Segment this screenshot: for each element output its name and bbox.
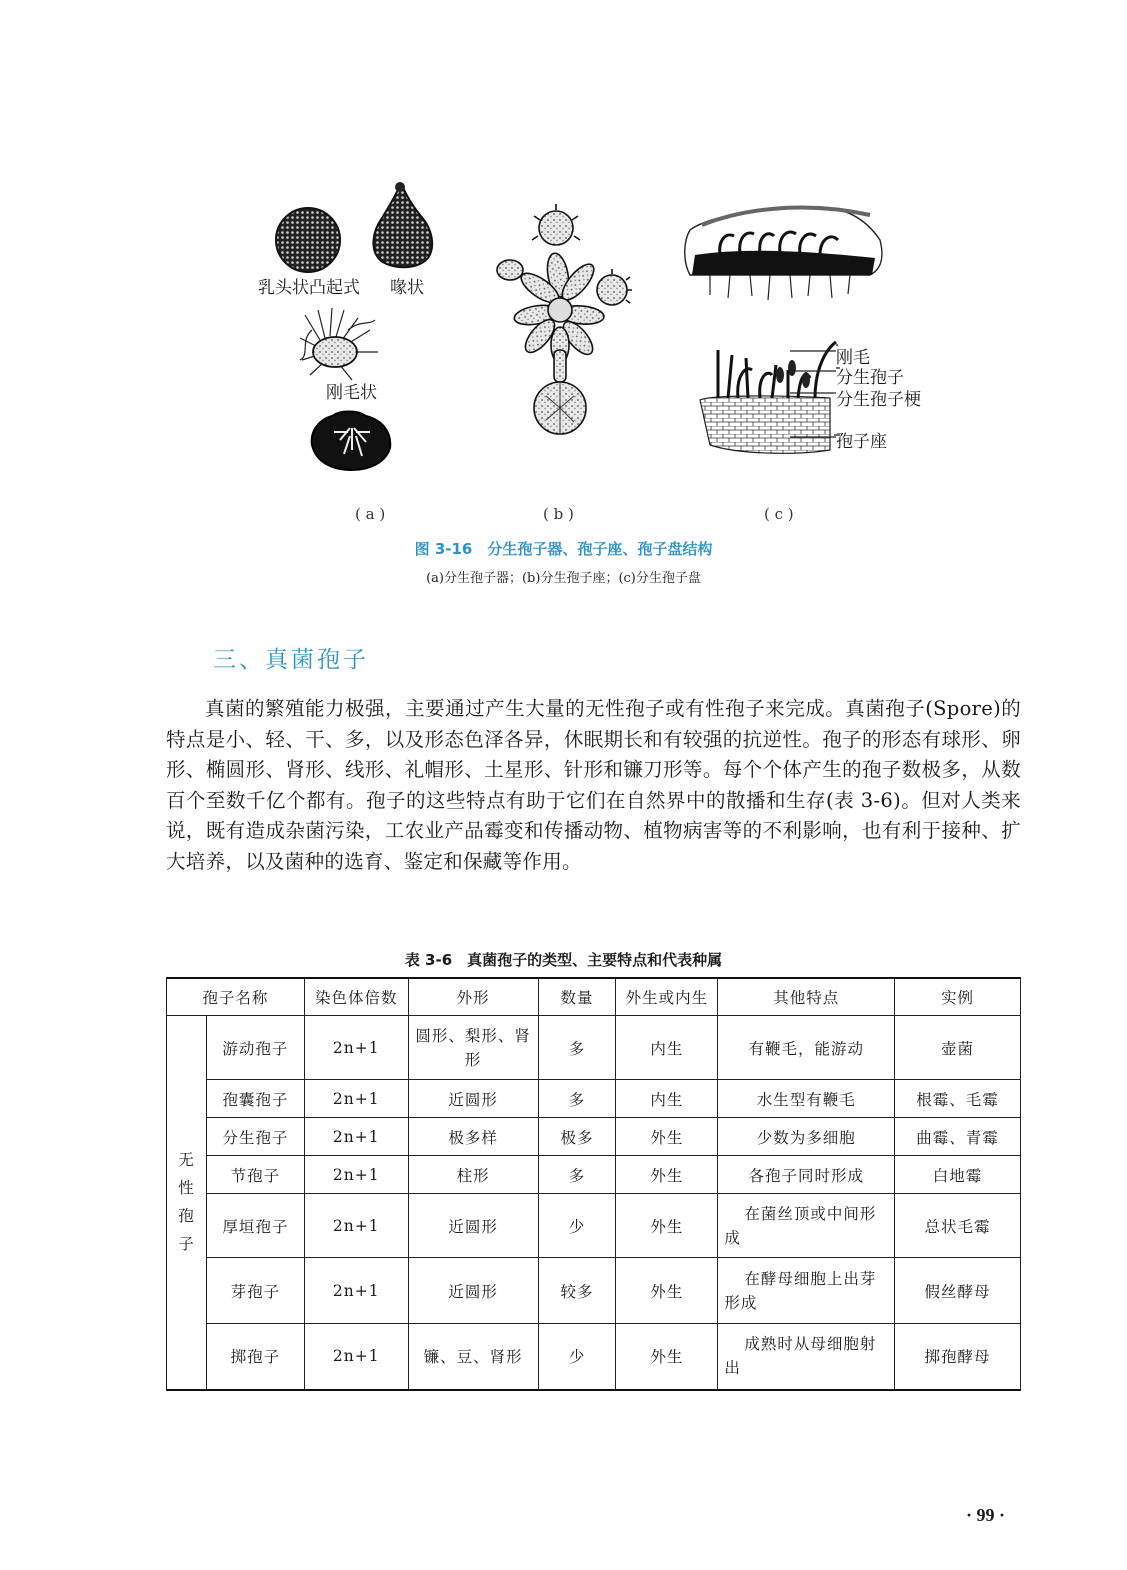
cell-ploidy: 2n+1 — [304, 1080, 408, 1118]
header-ploidy: 染色体倍数 — [304, 978, 408, 1016]
cell-shape: 近圆形 — [408, 1258, 538, 1324]
group-label-asexual — [167, 1016, 207, 1390]
papillate-pycnidium-drawing — [276, 208, 340, 272]
acervulus-drawing — [685, 207, 882, 300]
cell-example: 总状毛霉 — [895, 1194, 1021, 1258]
cell-feature: 在酵母细胞上出芽形成 — [718, 1258, 895, 1324]
table-row — [167, 1194, 1021, 1258]
body-paragraph: 真菌的繁殖能力极强，主要通过产生大量的无性孢子或有性孢子来完成。真菌孢子(Spore)的特点是小、轻、干、多，以及形态色泽各异，休眠期长和有较强的抗逆性。孢子的形态有球形、卵形、椭圆形、肾形、线形、礼帽形、土星形、针形和镰刀形等。每个个体产生的孢子数极多，从数百个至数千亿个都有。孢子的这些特点有助于它们在自然界中的散播和生存(表 3-6)。但对人类来说，既有造成杂菌污染，工农业产品霉变和传播动物、植物病害等的不利影响，也有利于接种、扩大培养，以及菌种的选育、鉴定和保藏等作用。 — [166, 697, 1021, 873]
table-header-row — [167, 978, 1021, 1016]
table-title: 表 3-6 真菌孢子的类型、主要特点和代表种属 — [404, 951, 723, 969]
cell-feature: 水生型有鞭毛 — [718, 1080, 895, 1118]
table-row — [167, 1156, 1021, 1194]
label-papillate: 乳头状凸起式 — [258, 278, 360, 298]
cell-name: 厚垣孢子 — [206, 1194, 304, 1258]
cell-count: 多 — [538, 1016, 616, 1080]
cell-name: 游动孢子 — [206, 1016, 304, 1080]
cell-ploidy: 2n+1 — [304, 1324, 408, 1390]
table-row — [167, 1080, 1021, 1118]
cell-ploidy: 2n+1 — [304, 1156, 408, 1194]
cell-feature: 少数为多细胞 — [718, 1118, 895, 1156]
cell-example: 根霉、毛霉 — [895, 1080, 1021, 1118]
cell-ploidy: 2n+1 — [304, 1194, 408, 1258]
header-feature: 其他特点 — [718, 978, 895, 1016]
cell-count: 少 — [538, 1324, 616, 1390]
label-conidiophore: 分生孢子梗 — [836, 390, 921, 410]
section-heading: 三、真菌孢子 — [213, 647, 369, 673]
panel-label-c: ( c ) — [764, 505, 794, 523]
cell-count: 较多 — [538, 1258, 616, 1324]
cell-ploidy: 2n+1 — [304, 1258, 408, 1324]
cell-origin: 内生 — [616, 1080, 718, 1118]
table-row — [167, 1118, 1021, 1156]
cell-example: 掷孢酵母 — [895, 1324, 1021, 1390]
page-number: · 99 · — [966, 1505, 1006, 1525]
label-stroma: 孢子座 — [836, 432, 887, 452]
group-label-char: 性 — [178, 1179, 195, 1198]
cell-feature: 有鞭毛，能游动 — [718, 1016, 895, 1080]
spore-table — [166, 977, 1021, 1391]
label-conidium: 分生孢子 — [836, 368, 904, 388]
beaked-pycnidium-drawing — [373, 182, 432, 267]
sporodochium-drawing — [497, 204, 632, 434]
cell-shape: 近圆形 — [408, 1080, 538, 1118]
group-label-char: 无 — [178, 1151, 195, 1170]
figure-3-16 — [240, 170, 920, 510]
cell-name: 芽孢子 — [206, 1258, 304, 1324]
cell-shape: 柱形 — [408, 1156, 538, 1194]
cell-origin: 外生 — [616, 1258, 718, 1324]
cell-count: 极多 — [538, 1118, 616, 1156]
setose-pycnidium-drawing — [300, 308, 378, 380]
panel-label-a: ( a ) — [355, 505, 386, 523]
cell-count: 少 — [538, 1194, 616, 1258]
table-row — [167, 1258, 1021, 1324]
cell-shape: 近圆形 — [408, 1194, 538, 1258]
cell-name: 节孢子 — [206, 1156, 304, 1194]
cell-origin: 外生 — [616, 1156, 718, 1194]
cell-feature: 在菌丝顶或中间形成 — [718, 1194, 895, 1258]
cell-shape: 圆形、梨形、肾形 — [408, 1016, 538, 1080]
cell-count: 多 — [538, 1080, 616, 1118]
label-setose: 刚毛状 — [326, 383, 377, 403]
header-count: 数量 — [538, 978, 616, 1016]
header-spore-name: 孢子名称 — [167, 978, 305, 1016]
cell-shape: 极多样 — [408, 1118, 538, 1156]
cell-feature: 各孢子同时形成 — [718, 1156, 895, 1194]
label-beaked: 喙状 — [390, 278, 424, 298]
header-shape: 外形 — [408, 978, 538, 1016]
cell-example: 白地霉 — [895, 1156, 1021, 1194]
figure-subcaption: (a)分生孢子器；(b)分生孢子座；(c)分生孢子盘 — [426, 571, 701, 586]
cell-origin: 外生 — [616, 1194, 718, 1258]
header-origin: 外生或内生 — [616, 978, 718, 1016]
figure-leader-lines — [790, 345, 840, 455]
label-seta: 刚毛 — [836, 348, 870, 368]
table-row — [167, 1324, 1021, 1390]
cell-name: 掷孢子 — [206, 1324, 304, 1390]
cell-name: 孢囊孢子 — [206, 1080, 304, 1118]
header-example: 实例 — [895, 978, 1021, 1016]
cell-example: 壶菌 — [895, 1016, 1021, 1080]
group-label-char: 孢 — [178, 1207, 195, 1226]
cell-shape: 镰、豆、肾形 — [408, 1324, 538, 1390]
pycnidium-section-drawing — [312, 412, 391, 471]
cell-origin: 外生 — [616, 1324, 718, 1390]
panel-label-b: ( b ) — [543, 505, 574, 523]
cell-ploidy: 2n+1 — [304, 1118, 408, 1156]
cell-ploidy: 2n+1 — [304, 1016, 408, 1080]
cell-count: 多 — [538, 1156, 616, 1194]
cell-example: 曲霉、青霉 — [895, 1118, 1021, 1156]
cell-name: 分生孢子 — [206, 1118, 304, 1156]
cell-origin: 外生 — [616, 1118, 718, 1156]
cell-origin: 内生 — [616, 1016, 718, 1080]
group-label-char: 子 — [178, 1235, 195, 1254]
cell-example: 假丝酵母 — [895, 1258, 1021, 1324]
table-row — [167, 1016, 1021, 1080]
cell-feature: 成熟时从母细胞射出 — [718, 1324, 895, 1390]
figure-caption: 图 3-16 分生孢子器、孢子座、孢子盘结构 — [414, 540, 713, 558]
